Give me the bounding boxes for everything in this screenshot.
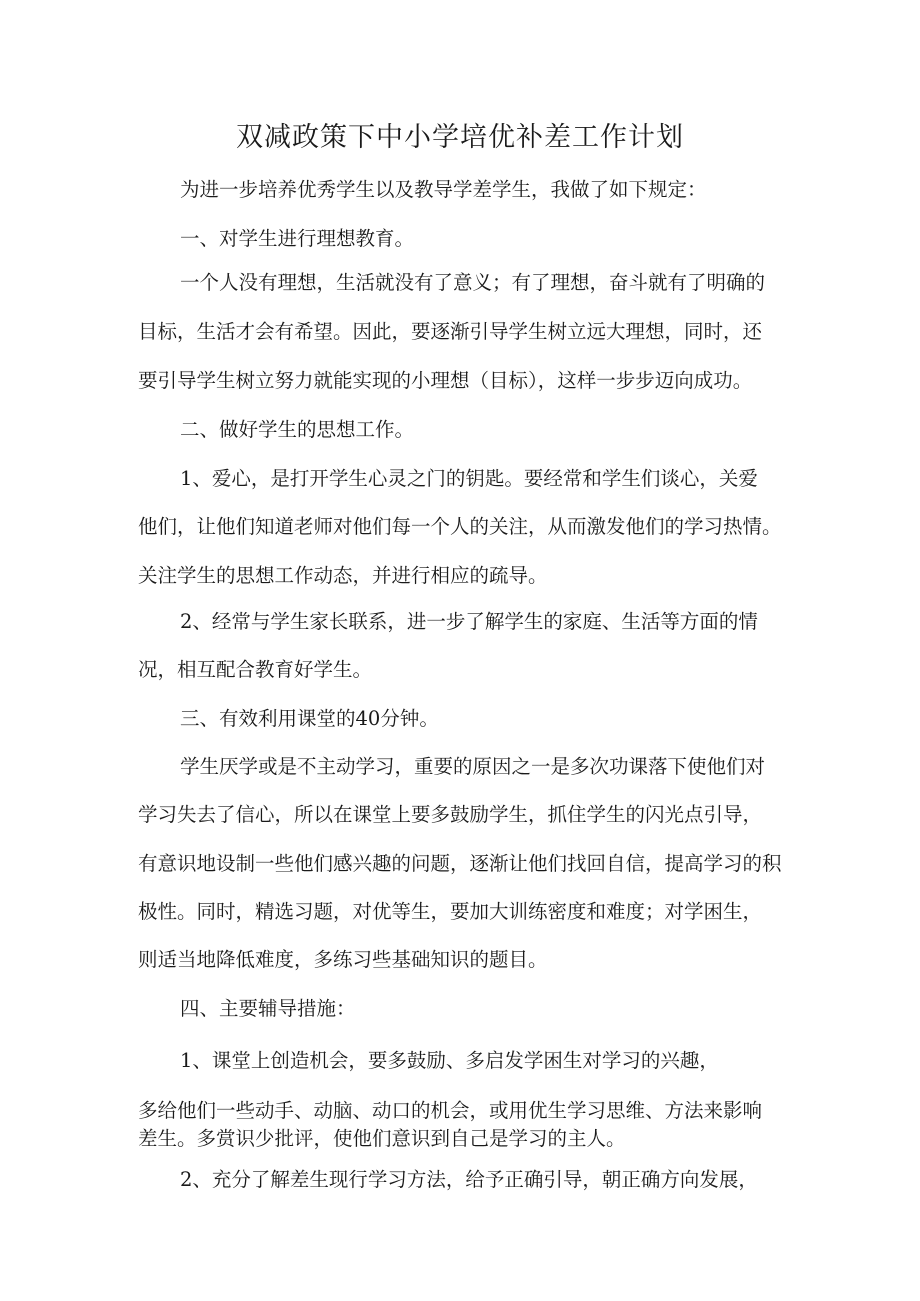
paragraph-line: 关注学生的思想工作动态，并进行相应的疏导。 xyxy=(138,564,548,587)
document-title: 双减政策下中小学培优补差工作计划 xyxy=(236,122,684,153)
paragraph-line: 差生。多赏识少批评，使他们意识到自己是学习的主人。 xyxy=(138,1127,626,1150)
paragraph-line: 2、充分了解差生现行学习方法，给予正确引导，朝正确方向发展， xyxy=(180,1168,758,1191)
section-heading-4: 四、主要辅导措施： xyxy=(180,997,356,1020)
paragraph-line: 要引导学生树立努力就能实现的小理想（目标），这样一步步迈向成功。 xyxy=(138,369,753,392)
paragraph-line: 多给他们一些动手、动脑、动口的机会，或用优生学习思维、方法来影响 xyxy=(138,1099,763,1122)
paragraph-line: 2、经常与学生家长联系，进一步了解学生的家庭、生活等方面的情 xyxy=(180,610,758,633)
paragraph-line: 有意识地设制一些他们感兴趣的问题，逐渐让他们找回自信，提高学习的积 xyxy=(138,852,782,875)
paragraph-line: 学生厌学或是不主动学习，重要的原因之一是多次功课落下使他们对 xyxy=(180,755,766,778)
paragraph-line: 1、课堂上创造机会，要多鼓励、多启发学困生对学习的兴趣， xyxy=(180,1049,719,1072)
paragraph-line: 一个人没有理想，生活就没有了意义；有了理想，奋斗就有了明确的 xyxy=(180,271,766,294)
paragraph-line: 他们，让他们知道老师对他们每一个人的关注，从而激发他们的学习热情。 xyxy=(138,515,782,538)
paragraph-line: 极性。同时，精选习题，对优等生，要加大训练密度和难度；对学困生， xyxy=(138,900,763,923)
section-heading-3: 三、有效利用课堂的40分钟。 xyxy=(180,707,439,730)
paragraph-line: 况，相互配合教育好学生。 xyxy=(138,658,373,681)
paragraph-line: 则适当地降低难度，多练习些基础知识的题目。 xyxy=(138,948,548,971)
section-heading-2: 二、做好学生的思想工作。 xyxy=(180,418,415,441)
paragraph-line: 学习失去了信心，所以在课堂上要多鼓励学生，抓住学生的闪光点引导， xyxy=(138,803,763,826)
intro-paragraph: 为进一步培养优秀学生以及教导学差学生，我做了如下规定： xyxy=(180,178,707,201)
paragraph-line: 目标，生活才会有希望。因此，要逐渐引导学生树立远大理想，同时，还 xyxy=(138,320,763,343)
section-heading-1: 一、对学生进行理想教育。 xyxy=(180,227,415,250)
paragraph-line: 1、爱心，是打开学生心灵之门的钥匙。要经常和学生们谈心，关爱 xyxy=(180,467,758,490)
